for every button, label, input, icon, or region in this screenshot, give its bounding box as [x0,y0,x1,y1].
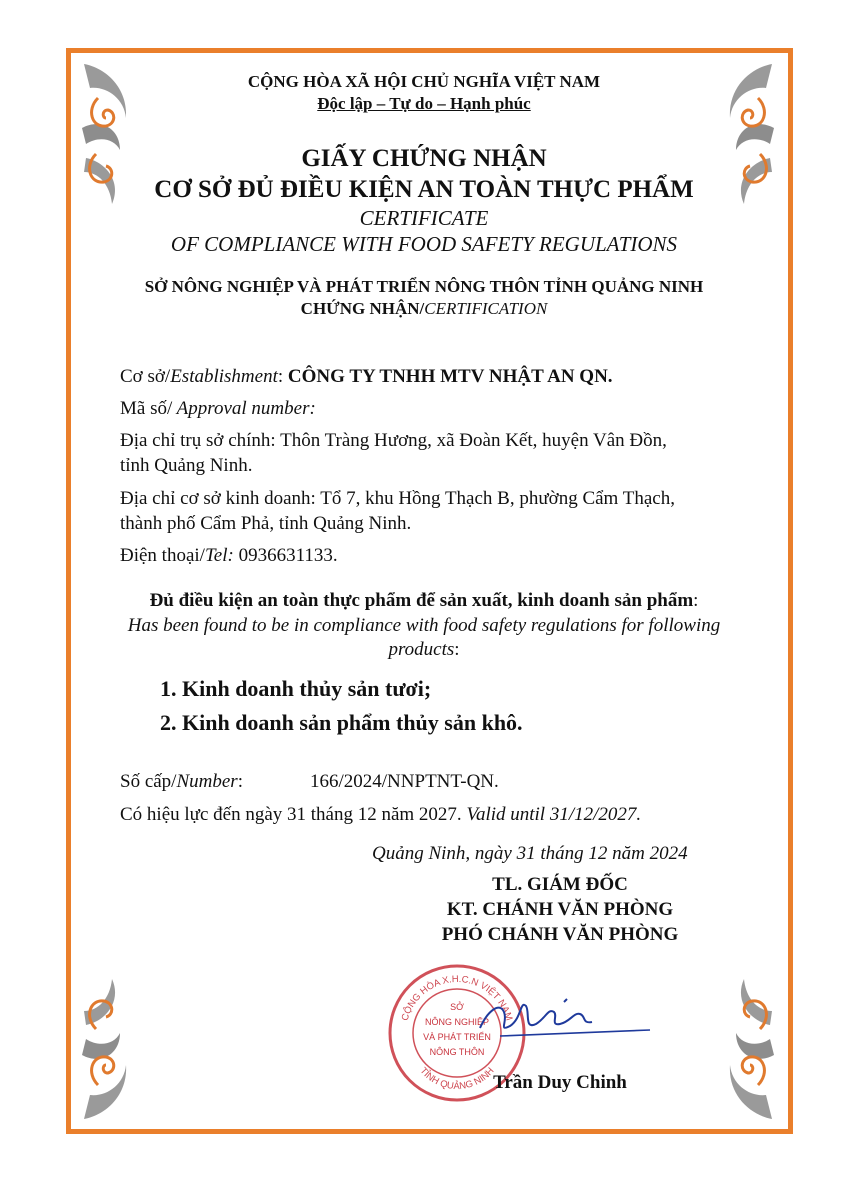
certificate-number-label: Số cấp/Number: [120,771,243,792]
seal-ring-top-text: CỘNG HÒA X.H.C.N VIỆT NAM [399,973,515,1023]
seal-center-line: SỞ [450,1002,464,1012]
issuing-authority: SỞ NÔNG NGHIỆP VÀ PHÁT TRIỂN NÔNG THÔN TỈNH QUẢNG NINH [144,277,704,296]
seal-center-line: VÀ PHÁT TRIỂN [423,1032,491,1042]
product-item: 1. Kinh doanh thủy sản tươi; [160,676,432,701]
title-vi-line2: CƠ SỞ ĐỦ ĐIỀU KIỆN AN TOÀN THỰC PHẨM [154,176,694,203]
national-motto: Độc lập – Tự do – Hạnh phúc [317,94,531,113]
head-office-address-line1: Địa chỉ trụ sở chính: Thôn Tràng Hương, xã Đoàn Kết, huyện Vân Đồn, [120,430,667,451]
validity-line: Có hiệu lực đến ngày 31 tháng 12 năm 2027. Valid until 31/12/2027. [120,804,642,825]
establishment-name: CÔNG TY TNHH MTV NHẬT AN QN. [287,366,613,387]
phone-line: Điện thoại/Tel: 0936631133. [120,545,338,566]
signatory-title-1: TL. GIÁM ĐỐC [492,874,628,895]
certification-heading: CHỨNG NHẬN/CERTIFICATION [300,299,548,318]
business-address-line2: thành phố Cẩm Phả, tỉnh Quảng Ninh. [120,513,412,534]
nation-name: CỘNG HÒA XÃ HỘI CHỦ NGHĨA VIỆT NAM [247,72,601,91]
compliance-statement-en-line1: Has been found to be in compliance with food safety regulations for following [127,615,721,636]
signatory-title-3: PHÓ CHÁNH VĂN PHÒNG [441,924,679,945]
head-office-address-line2: tỉnh Quảng Ninh. [120,455,253,476]
title-en-line2: OF COMPLIANCE WITH FOOD SAFETY REGULATIONS [170,232,678,256]
title-en-line1: CERTIFICATE [359,206,489,230]
handwritten-signature [470,990,660,1050]
business-address-line1: Địa chỉ cơ sở kinh doanh: Tổ 7, khu Hồng Thạch B, phường Cẩm Thạch, [120,488,675,509]
place-and-date: Quảng Ninh, ngày 31 tháng 12 năm 2024 [372,843,688,864]
establishment-line: Cơ sở/Establishment: CÔNG TY TNHH MTV NHẬT AN QN. [120,366,613,387]
signatory-name: Trần Duy Chinh [493,1072,627,1093]
seal-center-line: NÔNG THÔN [429,1047,485,1057]
compliance-statement-en-line2: products: [388,639,460,660]
corner-ornament-bottom-left [76,975,138,1125]
signatory-title-2: KT. CHÁNH VĂN PHÒNG [446,899,674,920]
certificate-number: 166/2024/NNPTNT-QN. [310,771,499,792]
corner-ornament-bottom-right [718,975,780,1125]
product-item: 2. Kinh doanh sản phẩm thủy sản khô. [160,710,523,735]
compliance-statement-vi: Đủ điều kiện an toàn thực phẩm để sản xuất, kinh doanh sản phẩm: [149,590,699,611]
seal-ring-bottom-text: TỈNH QUẢNG NINH [417,1065,497,1093]
approval-number-line: Mã số/ Approval number: [120,398,316,419]
title-vi-line1: GIẤY CHỨNG NHẬN [301,145,547,172]
seal-center-line: NÔNG NGHIỆP [424,1017,490,1027]
